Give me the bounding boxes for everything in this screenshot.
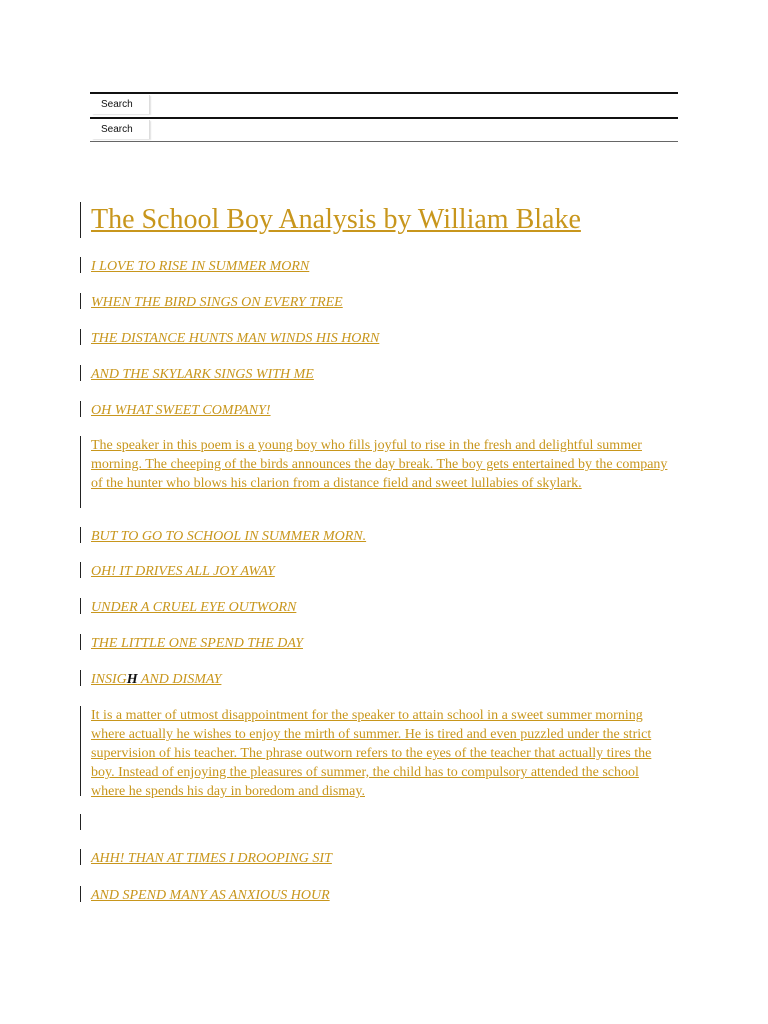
analysis-paragraph-link[interactable]: The speaker in this poem is a young boy who fills joyful to rise in the fresh and delightful summer morning. The cheeping of the birds announces the day break. The boy gets entertained by the company of the hunter who blows his clarion from a distance field and sweet lullabies of skylark. [91,438,668,491]
verse-line [80,365,680,381]
verse-line [80,634,680,650]
verse-line [80,401,680,417]
verse-line-link[interactable]: THE DISTANCE HUNTS MAN WINDS HIS HORN [91,331,380,346]
verse-line-link[interactable]: OH WHAT SWEET COMPANY! [91,403,271,418]
search-input-1[interactable] [152,95,678,116]
verse-line-link[interactable]: I LOVE TO RISE IN SUMMER MORN [91,259,310,274]
verse-line [80,849,680,865]
verse-text-bold-part: H [126,672,138,687]
analysis-paragraph-1 [80,436,672,508]
search-button-2[interactable]: Search [92,120,150,139]
verse-line-link[interactable]: AND THE SKYLARK SINGS WITH ME [91,367,314,382]
search-button-1[interactable]: Search [92,95,150,114]
article-title-link[interactable]: The School Boy Analysis by William Blake [91,204,581,235]
verse-line [80,527,680,543]
verse-line-link[interactable]: WHEN THE BIRD SINGS ON EVERY TREE [91,295,343,310]
verse-line-link[interactable]: UNDER A CRUEL EYE OUTWORN [91,600,297,615]
verse-line [80,562,680,578]
verse-line-link[interactable]: OH! IT DRIVES ALL JOY AWAY [91,564,275,579]
verse-line [80,886,680,902]
search-block [90,92,678,143]
search-row-1 [90,92,678,116]
article-title [80,202,680,238]
verse-line-link[interactable]: AHH! THAN AT TIMES I DROOPING SIT [91,851,332,866]
verse-text-part: AND DISMAY [137,672,222,687]
verse-line-link[interactable]: THE LITTLE ONE SPEND THE DAY [91,636,303,651]
search-row-2 [90,117,678,142]
verse-text-part: INSIG [91,672,127,687]
analysis-paragraph-link[interactable]: It is a matter of utmost disappointment for the speaker to attain school in a sweet summer morning where actually he wishes to enjoy the mirth of summer. He is tired and even puzzled under the strict supervision of his teacher. The phrase outworn refers to the eyes of the teacher that actually tires the boy. Instead of enjoying the pleasures of summer, the child has to compulsory attended the school where he spends his day in boredom and dismay. [91,708,652,799]
verse-line [80,329,680,345]
blank-line [80,814,680,830]
verse-line [80,670,680,686]
analysis-paragraph-2 [80,706,672,799]
verse-line-link[interactable] [91,672,221,687]
verse-line [80,598,680,614]
verse-line-link[interactable]: BUT TO GO TO SCHOOL IN SUMMER MORN. [91,529,367,544]
verse-line-link[interactable]: AND SPEND MANY AS ANXIOUS HOUR [91,888,330,903]
verse-line [80,257,680,273]
search-input-2[interactable] [152,120,678,141]
verse-line [80,293,680,309]
